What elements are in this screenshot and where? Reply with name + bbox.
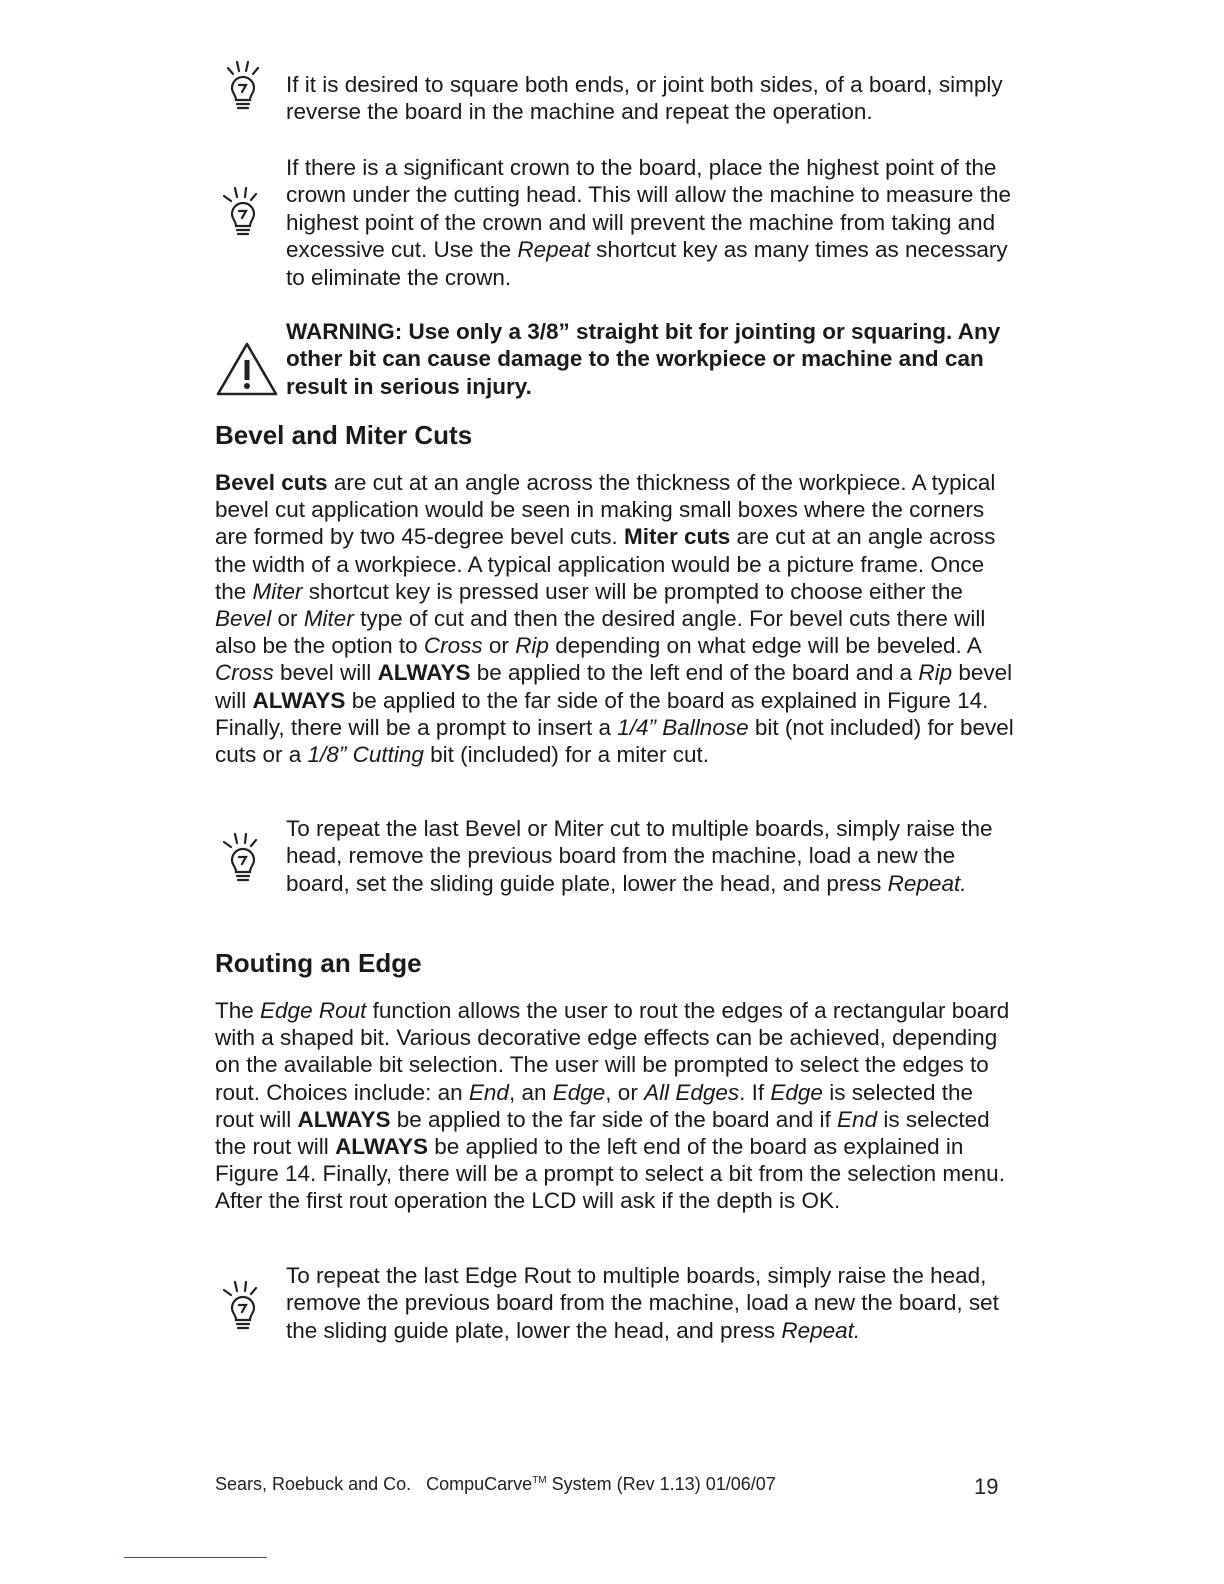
lightbulb-icon: [218, 184, 268, 240]
tip-repeat-bevel: To repeat the last Bevel or Miter cut to multiple boards, simply raise the head, remove the previous board from the machine, load a new the board, set the sliding guide plate, lower the head, and press Repeat.: [286, 816, 993, 896]
tip-crown: If there is a significant crown to the board, place the highest point of the crown under the cutting head. This will allow the machine to measure the highest point of the crown and will prevent the machine from taking and excessive cut. Use the Repeat shortcut key as many times as necessary to eliminate the crown.: [286, 155, 1011, 290]
lightbulb-icon: [218, 830, 268, 886]
tip-repeat-rout: To repeat the last Edge Rout to multiple boards, simply raise the head, remove the previous board from the machine, load a new the board, set the sliding guide plate, lower the head, and press Repeat.: [286, 1263, 999, 1343]
section-heading-routing: Routing an Edge: [215, 948, 422, 978]
warning-jointing-bit: WARNING: Use only a 3/8” straight bit for jointing or squaring. Any other bit can cause damage to the workpiece or machine and can result in serious injury.: [286, 319, 1001, 399]
section-heading-bevel: Bevel and Miter Cuts: [215, 420, 473, 450]
lightbulb-icon: [218, 1278, 268, 1334]
page-footer: Sears, Roebuck and Co. CompuCarve™ System (Rev 1.13) 01/06/07: [215, 1474, 776, 1494]
footnote-divider: [124, 1557, 267, 1558]
warning-triangle-icon: [214, 340, 280, 398]
bevel-paragraph: Bevel cuts are cut at an angle across the thickness of the workpiece. A typical bevel cut application would be seen in making small boxes where the corners are formed by two 45-degree bevel cuts. Miter cuts are cut at an angle across the width of a workpiece. A typical application would be a picture frame. Once the Miter shortcut key is pressed user will be prompted to choose either the Bevel or Miter type of cut and then the desired angle. For bevel cuts there will also be the option to Cross or Rip depending on what edge will be beveled. A Cross bevel will ALWAYS be applied to the left end of the board and a Rip bevel will ALWAYS be applied to the far side of the board as explained in Figure 14. Finally, there will be a prompt to insert a 1/4” Ballnose bit (not included) for bevel cuts or a 1/8” Cutting bit (included) for a miter cut.: [215, 470, 1014, 768]
tip-square-ends: If it is desired to square both ends, or joint both sides, of a board, simply reverse the board in the machine and repeat the operation.: [286, 72, 1003, 125]
routing-paragraph: The Edge Rout function allows the user to rout the edges of a rectangular board with a shaped bit. Various decorative edge effects can be achieved, depending on the available bit selection. The user will be prompted to select the edges to rout. Choices include: an End, an Edge, or All Edges. If Edge is selected the rout will ALWAYS be applied to the far side of the board and if End is selected the rout will ALWAYS be applied to the left end of the board as explained in Figure 14. Finally, there will be a prompt to select a bit from the selection menu. After the first rout operation the LCD will ask if the depth is OK.: [215, 998, 1010, 1214]
lightbulb-icon: [218, 58, 268, 114]
page-number: 19: [974, 1474, 999, 1499]
